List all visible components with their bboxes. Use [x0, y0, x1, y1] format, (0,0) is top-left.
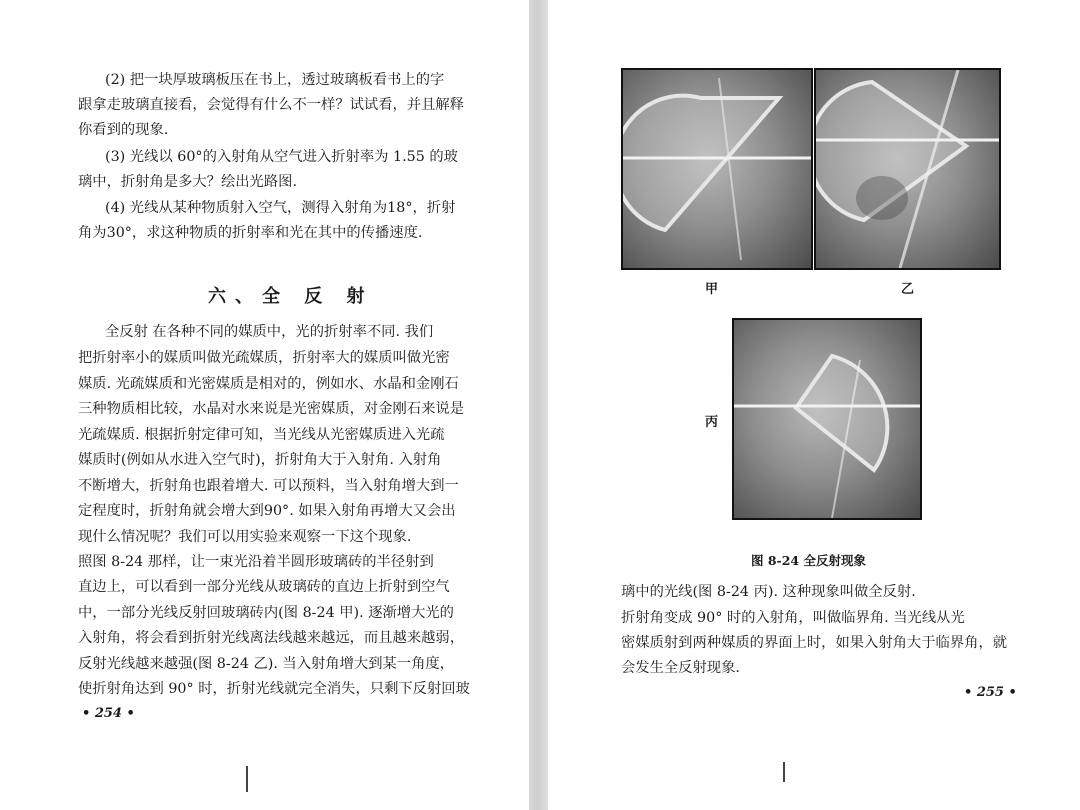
body-line: 现什么情况呢？我们可以用实验来观察一下这个现象.: [78, 529, 412, 545]
left-page: [0, 0, 529, 810]
body-line: 全反射 在各种不同的媒质中，光的折射率不同. 我们: [105, 324, 434, 340]
body-line: 光疏媒质. 根据折射定律可知，当光线从光密媒质进入光疏: [78, 427, 445, 443]
scan-mark: [783, 762, 785, 782]
body-line: 三种物质相比较，水晶对水来说是光密媒质，对金刚石来说是: [78, 401, 465, 417]
photo-bing: [732, 318, 922, 520]
body-line: 把折射率小的媒质叫做光疏媒质，折射率大的媒质叫做光密: [78, 350, 450, 366]
exercise-line: (3) 光线以 60°的入射角从空气进入折射率为 1.55 的玻: [105, 149, 458, 165]
body-line: 折射角变成 90° 时的入射角，叫做临界角. 当光线从光: [621, 610, 965, 626]
body-line: 照图 8-24 那样，让一束光沿着半圆形玻璃砖的半径射到: [78, 554, 434, 570]
body-line: 定程度时，折射角就会增大到90°. 如果入射角再增大又会出: [78, 503, 456, 519]
body-line: 使折射角达到 90° 时，折射光线就完全消失，只剩下反射回玻: [78, 681, 470, 697]
exercise-line: 璃中，折射角是多大？绘出光路图.: [78, 174, 297, 190]
photo-label-yi: 乙: [901, 282, 915, 297]
exercise-line: (4) 光线从某种物质射入空气，测得入射角为18°，折射: [105, 200, 456, 216]
body-line: 反射光线越来越强(图 8-24 乙). 当入射角增大到某一角度，: [78, 656, 454, 672]
right-page: [548, 0, 1080, 810]
scan-mark: [246, 766, 248, 792]
body-line: 会发生全反射现象.: [621, 660, 740, 676]
photo-label-jia: 甲: [705, 282, 719, 297]
photo-label-bing: 丙: [705, 415, 719, 430]
figure-caption: 图 8-24 全反射现象: [751, 553, 866, 568]
body-line: 入射角，将会看到折射光线离法线越来越远，而且越来越弱，: [78, 630, 465, 646]
body-line: 媒质. 光疏媒质和光密媒质是相对的，例如水、水晶和金刚石: [78, 376, 459, 392]
body-line: 直边上，可以看到一部分光线从玻璃砖的直边上折射到空气: [78, 579, 450, 595]
page-number: • 254 •: [82, 706, 135, 721]
body-line: 璃中的光线(图 8-24 丙). 这种现象叫做全反射.: [621, 584, 916, 600]
semicircle-refraction-illustration: [816, 70, 999, 268]
exercise-line: 跟拿走玻璃直接看，会觉得有什么不一样？试试看，并且解释: [78, 97, 465, 113]
page-number: • 255 •: [964, 685, 1017, 700]
body-line: 中，一部分光线反射回玻璃砖内(图 8-24 甲). 逐渐增大光的: [78, 605, 454, 621]
body-line: 媒质时(例如从水进入空气时)，折射角大于入射角. 入射角: [78, 452, 442, 468]
section-title: 六、全 反 射: [208, 286, 374, 307]
semicircle-refraction-illustration: [623, 70, 811, 268]
photo-jia: [621, 68, 813, 270]
exercise-line: (2) 把一块厚玻璃板压在书上，透过玻璃板看书上的字: [105, 72, 445, 88]
book-gutter: [529, 0, 548, 810]
semicircle-total-reflection-illustration: [734, 320, 920, 518]
body-line: 密媒质射到两种媒质的界面上时，如果入射角大于临界角，就: [621, 635, 1008, 651]
photo-yi: [814, 68, 1001, 270]
exercise-line: 你看到的现象.: [78, 122, 169, 138]
exercise-line: 角为30°，求这种物质的折射率和光在其中的传播速度.: [78, 225, 423, 241]
body-line: 不断增大，折射角也跟着增大. 可以预料，当入射角增大到一: [78, 478, 459, 494]
